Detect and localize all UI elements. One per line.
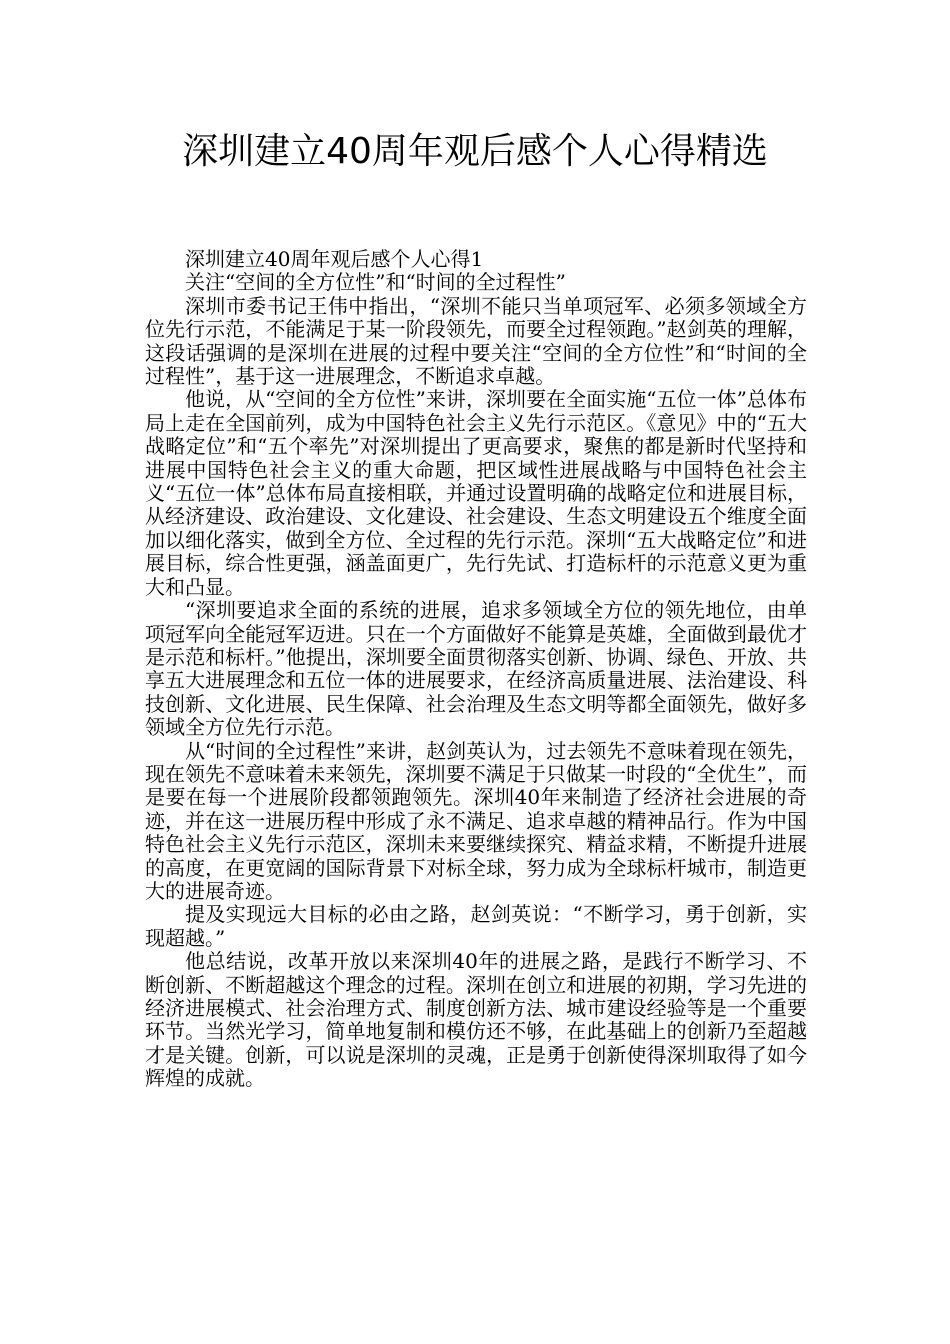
paragraph: 提及实现远大目标的必由之路，赵剑英说：“不断学习，勇于创新，实现超越。” xyxy=(145,902,807,950)
paragraph: 深圳市委书记王伟中指出，“深圳不能只当单项冠军、必须多领域全方位先行示范，不能满足于某一阶段领先，而要全过程领跑。”赵剑英的理解，这段话强调的是深圳在进展的过程中要关注“空间的全方位性”和“时间的全过程性”，基于这一进展理念，不断追求卓越。 xyxy=(145,293,807,389)
document-title: 深圳建立40周年观后感个人心得精选 xyxy=(182,131,768,172)
paragraph: 他说，从“空间的全方位性”来讲，深圳要在全面实施“五位一体”总体布局上走在全国前列，成为中国特色社会主义先行示范区。《意见》中的“五大战略定位”和“五个率先”对深圳提出了更高要求，聚焦的都是新时代坚持和进展中国特色社会主义的重大命题，把区域性进展战略与中国特色社会主义“五位一体”总体布局直接相联，并通过设置明确的战略定位和进展目标，从经济建设、政治建设、文化建设、社会建设、生态文明建设五个维度全面加以细化落实，做到全方位、全过程的先行示范。深圳“五大战略定位”和进展目标，综合性更强，涵盖面更广，先行先试、打造标杆的示范意义更为重大和凸显。 xyxy=(145,387,807,599)
section-heading: 深圳建立40周年观后感个人心得1 xyxy=(185,247,484,271)
paragraph: 从“时间的全过程性”来讲，赵剑英认为，过去领先不意味着现在领先，现在领先不意味着未来领先，深圳要不满足于只做某一时段的“全优生”，而是要在每一个进展阶段都领跑领先。深圳40年来制造了经济社会进展的奇迹，并在这一进展历程中形成了永不满足、追求卓越的精神品行。作为中国特色社会主义先行示范区，深圳未来要继续探究、精益求精，不断提升进展的高度，在更宽阔的国际背景下对标全球，努力成为全球标杆城市，制造更大的进展奇迹。 xyxy=(145,738,807,903)
paragraph: “深圳要追求全面的系统的进展，追求多领域全方位的领先地位，由单项冠军向全能冠军迈进。只在一个方面做好不能算是英雄，全面做到最优才是示范和标杆。”他提出，深圳要全面贯彻落实创新、协调、绿色、开放、共享五大进展理念和五位一体的进展要求，在经济高质量进展、法治建设、科技创新、文化进展、民生保障、社会治理及生态文明等都全面领先，做好多领域全方位先行示范。 xyxy=(145,598,807,740)
subheading: 关注“空间的全方位性”和“时间的全过程性” xyxy=(185,270,566,295)
document-body xyxy=(145,248,807,1091)
paragraph: 他总结说，改革开放以来深圳40年的进展之路，是践行不断学习、不断创新、不断超越这个理念的过程。深圳在创立和进展的初期，学习先进的经济进展模式、社会治理方式、制度创新方法、城市建设经验等是一个重要环节。当然光学习，简单地复制和模仿还不够，在此基础上的创新乃至超越才是关键。创新，可以说是深圳的灵魂，正是勇于创新使得深圳取得了如今辉煌的成就。 xyxy=(145,949,807,1091)
